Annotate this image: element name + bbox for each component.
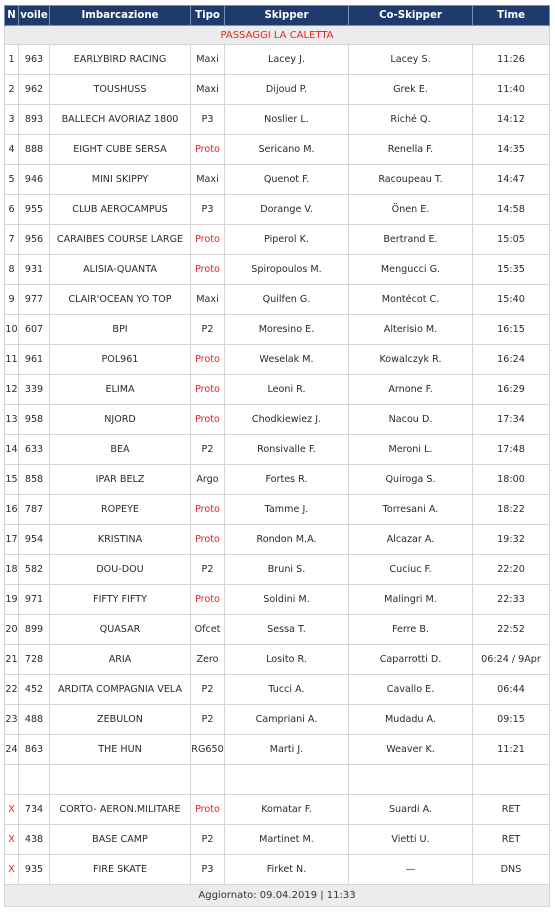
class-cell: Proto xyxy=(191,525,225,555)
time-cell: 17:34 xyxy=(473,405,550,435)
table-row xyxy=(5,105,550,135)
boat-name-cell: ARIA xyxy=(50,645,191,675)
column-header-time: Time xyxy=(473,6,550,26)
skipper-cell: Moresino E. xyxy=(225,315,349,345)
co-skipper-cell: Racoupeau T. xyxy=(349,165,473,195)
co-skipper-cell: Cavallo E. xyxy=(349,675,473,705)
empty-cell xyxy=(349,765,473,795)
skipper-cell: Rondon M.A. xyxy=(225,525,349,555)
time-cell: 22:20 xyxy=(473,555,550,585)
boat-name-cell: ROPEYE xyxy=(50,495,191,525)
position-cell: 23 xyxy=(5,705,19,735)
boat-name-cell: FIRE SKATE xyxy=(50,855,191,885)
co-skipper-cell: Meroni L. xyxy=(349,435,473,465)
class-cell: Proto xyxy=(191,795,225,825)
class-cell: Maxi xyxy=(191,165,225,195)
time-cell: 18:00 xyxy=(473,465,550,495)
position-cell: 19 xyxy=(5,585,19,615)
boat-name-cell: CARAIBES COURSE LARGE xyxy=(50,225,191,255)
sail-number-cell: 633 xyxy=(19,435,50,465)
column-header-co-skipper: Co-Skipper xyxy=(349,6,473,26)
class-cell: Proto xyxy=(191,225,225,255)
time-cell: 14:58 xyxy=(473,195,550,225)
class-cell: RG650 xyxy=(191,735,225,765)
position-cell: 10 xyxy=(5,315,19,345)
position-cell: 18 xyxy=(5,555,19,585)
boat-name-cell: CLAIR'OCEAN YO TOP xyxy=(50,285,191,315)
skipper-cell: Leoni R. xyxy=(225,375,349,405)
position-cell: 2 xyxy=(5,75,19,105)
skipper-cell: Lacey J. xyxy=(225,45,349,75)
boat-name-cell: ELIMA xyxy=(50,375,191,405)
time-cell: 06:44 xyxy=(473,675,550,705)
table-row xyxy=(5,285,550,315)
sail-number-cell: 452 xyxy=(19,675,50,705)
position-cell: X xyxy=(5,855,19,885)
class-cell: Ofcet xyxy=(191,615,225,645)
skipper-cell: Sericano M. xyxy=(225,135,349,165)
table-row xyxy=(5,375,550,405)
position-cell: 17 xyxy=(5,525,19,555)
sail-number-cell: 931 xyxy=(19,255,50,285)
position-cell: 16 xyxy=(5,495,19,525)
class-cell: Maxi xyxy=(191,285,225,315)
class-cell: P2 xyxy=(191,435,225,465)
table-row xyxy=(5,405,550,435)
last-updated-text: Aggiornato: 09.04.2019 | 11:33 xyxy=(5,885,550,907)
co-skipper-cell: Renella F. xyxy=(349,135,473,165)
table-row xyxy=(5,465,550,495)
table-row xyxy=(5,525,550,555)
skipper-cell: Bruni S. xyxy=(225,555,349,585)
empty-cell xyxy=(50,765,191,795)
table-row xyxy=(5,705,550,735)
column-header-imbarcazione: Imbarcazione xyxy=(50,6,191,26)
time-cell: RET xyxy=(473,825,550,855)
table-row xyxy=(5,345,550,375)
table-row xyxy=(5,75,550,105)
skipper-cell: Tucci A. xyxy=(225,675,349,705)
skipper-cell: Tamme J. xyxy=(225,495,349,525)
time-cell: 18:22 xyxy=(473,495,550,525)
class-cell: Proto xyxy=(191,255,225,285)
position-cell: 12 xyxy=(5,375,19,405)
time-cell: 17:48 xyxy=(473,435,550,465)
co-skipper-cell: — xyxy=(349,855,473,885)
table-row xyxy=(5,585,550,615)
skipper-cell: Campriani A. xyxy=(225,705,349,735)
sail-number-cell: 935 xyxy=(19,855,50,885)
co-skipper-cell: Malingri M. xyxy=(349,585,473,615)
empty-cell xyxy=(473,765,550,795)
boat-name-cell: NJORD xyxy=(50,405,191,435)
co-skipper-cell: Quiroga S. xyxy=(349,465,473,495)
position-cell: 4 xyxy=(5,135,19,165)
time-cell: 19:32 xyxy=(473,525,550,555)
co-skipper-cell: Caparrotti D. xyxy=(349,645,473,675)
table-row xyxy=(5,825,550,855)
boat-name-cell: TOUSHUSS xyxy=(50,75,191,105)
boat-name-cell: ALISIA-QUANTA xyxy=(50,255,191,285)
time-cell: 14:35 xyxy=(473,135,550,165)
table-row xyxy=(5,645,550,675)
table-row xyxy=(5,195,550,225)
class-cell: P3 xyxy=(191,855,225,885)
position-cell: X xyxy=(5,795,19,825)
sail-number-cell: 582 xyxy=(19,555,50,585)
table-row xyxy=(5,225,550,255)
time-cell: 06:24 / 9Apr xyxy=(473,645,550,675)
position-cell: 11 xyxy=(5,345,19,375)
skipper-cell: Firket N. xyxy=(225,855,349,885)
boat-name-cell: THE HUN xyxy=(50,735,191,765)
class-cell: P2 xyxy=(191,315,225,345)
sail-number-cell: 488 xyxy=(19,705,50,735)
column-header-n: N xyxy=(5,6,19,26)
sail-number-cell: 438 xyxy=(19,825,50,855)
sail-number-cell: 863 xyxy=(19,735,50,765)
skipper-cell: Spiropoulos M. xyxy=(225,255,349,285)
skipper-cell: Weselak M. xyxy=(225,345,349,375)
time-cell: 16:24 xyxy=(473,345,550,375)
boat-name-cell: QUASAR xyxy=(50,615,191,645)
boat-name-cell: CORTO- AERON.MILITARE xyxy=(50,795,191,825)
time-cell: 11:26 xyxy=(473,45,550,75)
position-cell: 7 xyxy=(5,225,19,255)
boat-name-cell: ARDITA COMPAGNIA VELA xyxy=(50,675,191,705)
header-row xyxy=(5,6,550,26)
empty-cell xyxy=(225,765,349,795)
position-cell: 14 xyxy=(5,435,19,465)
class-cell: Zero xyxy=(191,645,225,675)
co-skipper-cell: Alterisio M. xyxy=(349,315,473,345)
skipper-cell: Martinet M. xyxy=(225,825,349,855)
co-skipper-cell: Nacou D. xyxy=(349,405,473,435)
boat-name-cell: EARLYBIRD RACING xyxy=(50,45,191,75)
boat-name-cell: DOU-DOU xyxy=(50,555,191,585)
sail-number-cell: 893 xyxy=(19,105,50,135)
co-skipper-cell: Suardi A. xyxy=(349,795,473,825)
co-skipper-cell: Weaver K. xyxy=(349,735,473,765)
table-row xyxy=(5,555,550,585)
position-cell: 3 xyxy=(5,105,19,135)
class-cell: P2 xyxy=(191,675,225,705)
co-skipper-cell: Bertrand E. xyxy=(349,225,473,255)
skipper-cell: Fortes R. xyxy=(225,465,349,495)
class-cell: P2 xyxy=(191,705,225,735)
table-row xyxy=(5,255,550,285)
co-skipper-cell: Riché Q. xyxy=(349,105,473,135)
sail-number-cell: 858 xyxy=(19,465,50,495)
boat-name-cell: CLUB AEROCAMPUS xyxy=(50,195,191,225)
position-cell: 6 xyxy=(5,195,19,225)
class-cell: P2 xyxy=(191,555,225,585)
column-header-voile: voile xyxy=(19,6,50,26)
position-cell: 15 xyxy=(5,465,19,495)
sail-number-cell: 787 xyxy=(19,495,50,525)
boat-name-cell: EIGHT CUBE SERSA xyxy=(50,135,191,165)
time-cell: 11:21 xyxy=(473,735,550,765)
time-cell: DNS xyxy=(473,855,550,885)
skipper-cell: Komatar F. xyxy=(225,795,349,825)
class-cell: Proto xyxy=(191,585,225,615)
results-table xyxy=(4,5,550,907)
position-cell: 9 xyxy=(5,285,19,315)
boat-name-cell: BASE CAMP xyxy=(50,825,191,855)
time-cell: 22:52 xyxy=(473,615,550,645)
table-row xyxy=(5,735,550,765)
sail-number-cell: 899 xyxy=(19,615,50,645)
co-skipper-cell: Cuciuc F. xyxy=(349,555,473,585)
sail-number-cell: 954 xyxy=(19,525,50,555)
sail-number-cell: 977 xyxy=(19,285,50,315)
sail-number-cell: 971 xyxy=(19,585,50,615)
sail-number-cell: 962 xyxy=(19,75,50,105)
class-cell: Proto xyxy=(191,375,225,405)
co-skipper-cell: Ferre B. xyxy=(349,615,473,645)
skipper-cell: Dijoud P. xyxy=(225,75,349,105)
boat-name-cell: IPAR BELZ xyxy=(50,465,191,495)
class-cell: Maxi xyxy=(191,45,225,75)
class-cell: Maxi xyxy=(191,75,225,105)
boat-name-cell: BEA xyxy=(50,435,191,465)
position-cell: 1 xyxy=(5,45,19,75)
table-row xyxy=(5,675,550,705)
sail-number-cell: 339 xyxy=(19,375,50,405)
position-cell: 13 xyxy=(5,405,19,435)
co-skipper-cell: Vietti U. xyxy=(349,825,473,855)
table-row xyxy=(5,795,550,825)
spacer-row xyxy=(5,765,550,795)
empty-cell xyxy=(19,765,50,795)
skipper-cell: Losito R. xyxy=(225,645,349,675)
time-cell: 14:12 xyxy=(473,105,550,135)
boat-name-cell: POL961 xyxy=(50,345,191,375)
skipper-cell: Marti J. xyxy=(225,735,349,765)
position-cell: X xyxy=(5,825,19,855)
table-row xyxy=(5,615,550,645)
time-cell: 15:40 xyxy=(473,285,550,315)
table-row xyxy=(5,495,550,525)
table-row xyxy=(5,435,550,465)
skipper-cell: Quilfen G. xyxy=(225,285,349,315)
position-cell: 21 xyxy=(5,645,19,675)
skipper-cell: Dorange V. xyxy=(225,195,349,225)
skipper-cell: Piperol K. xyxy=(225,225,349,255)
skipper-cell: Soldini M. xyxy=(225,585,349,615)
time-cell: 22:33 xyxy=(473,585,550,615)
table-row xyxy=(5,165,550,195)
class-cell: P2 xyxy=(191,825,225,855)
sail-number-cell: 955 xyxy=(19,195,50,225)
footer-row xyxy=(5,885,550,907)
boat-name-cell: BALLECH AVORIAZ 1800 xyxy=(50,105,191,135)
skipper-cell: Noslier L. xyxy=(225,105,349,135)
position-cell: 8 xyxy=(5,255,19,285)
time-cell: 15:05 xyxy=(473,225,550,255)
section-title: PASSAGGI LA CALETTA xyxy=(5,26,550,45)
class-cell: Proto xyxy=(191,405,225,435)
table-row xyxy=(5,315,550,345)
time-cell: 16:15 xyxy=(473,315,550,345)
skipper-cell: Ronsivalle F. xyxy=(225,435,349,465)
sail-number-cell: 963 xyxy=(19,45,50,75)
co-skipper-cell: Grek E. xyxy=(349,75,473,105)
co-skipper-cell: Alcazar A. xyxy=(349,525,473,555)
position-cell: 22 xyxy=(5,675,19,705)
empty-cell xyxy=(5,765,19,795)
co-skipper-cell: Mudadu A. xyxy=(349,705,473,735)
time-cell: 15:35 xyxy=(473,255,550,285)
class-cell: Proto xyxy=(191,495,225,525)
skipper-cell: Chodkiewiez J. xyxy=(225,405,349,435)
column-header-skipper: Skipper xyxy=(225,6,349,26)
co-skipper-cell: Arnone F. xyxy=(349,375,473,405)
position-cell: 20 xyxy=(5,615,19,645)
class-cell: Argo xyxy=(191,465,225,495)
sail-number-cell: 734 xyxy=(19,795,50,825)
sail-number-cell: 728 xyxy=(19,645,50,675)
co-skipper-cell: Lacey S. xyxy=(349,45,473,75)
position-cell: 24 xyxy=(5,735,19,765)
co-skipper-cell: Torresani A. xyxy=(349,495,473,525)
sail-number-cell: 956 xyxy=(19,225,50,255)
table-row xyxy=(5,135,550,165)
boat-name-cell: FIFTY FIFTY xyxy=(50,585,191,615)
time-cell: RET xyxy=(473,795,550,825)
co-skipper-cell: Kowalczyk R. xyxy=(349,345,473,375)
class-cell: Proto xyxy=(191,345,225,375)
boat-name-cell: MINI SKIPPY xyxy=(50,165,191,195)
sail-number-cell: 961 xyxy=(19,345,50,375)
table-row xyxy=(5,855,550,885)
co-skipper-cell: Önen E. xyxy=(349,195,473,225)
sail-number-cell: 958 xyxy=(19,405,50,435)
class-cell: P3 xyxy=(191,195,225,225)
skipper-cell: Quenot F. xyxy=(225,165,349,195)
co-skipper-cell: Mengucci G. xyxy=(349,255,473,285)
empty-cell xyxy=(191,765,225,795)
sail-number-cell: 946 xyxy=(19,165,50,195)
boat-name-cell: BPI xyxy=(50,315,191,345)
skipper-cell: Sessa T. xyxy=(225,615,349,645)
boat-name-cell: ZEBULON xyxy=(50,705,191,735)
co-skipper-cell: Montécot C. xyxy=(349,285,473,315)
section-row xyxy=(5,26,550,45)
results-body xyxy=(5,26,550,907)
boat-name-cell: KRISTINA xyxy=(50,525,191,555)
time-cell: 16:29 xyxy=(473,375,550,405)
column-header-tipo: Tipo xyxy=(191,6,225,26)
table-row xyxy=(5,45,550,75)
sail-number-cell: 607 xyxy=(19,315,50,345)
time-cell: 14:47 xyxy=(473,165,550,195)
class-cell: Proto xyxy=(191,135,225,165)
sail-number-cell: 888 xyxy=(19,135,50,165)
position-cell: 5 xyxy=(5,165,19,195)
time-cell: 09:15 xyxy=(473,705,550,735)
class-cell: P3 xyxy=(191,105,225,135)
time-cell: 11:40 xyxy=(473,75,550,105)
